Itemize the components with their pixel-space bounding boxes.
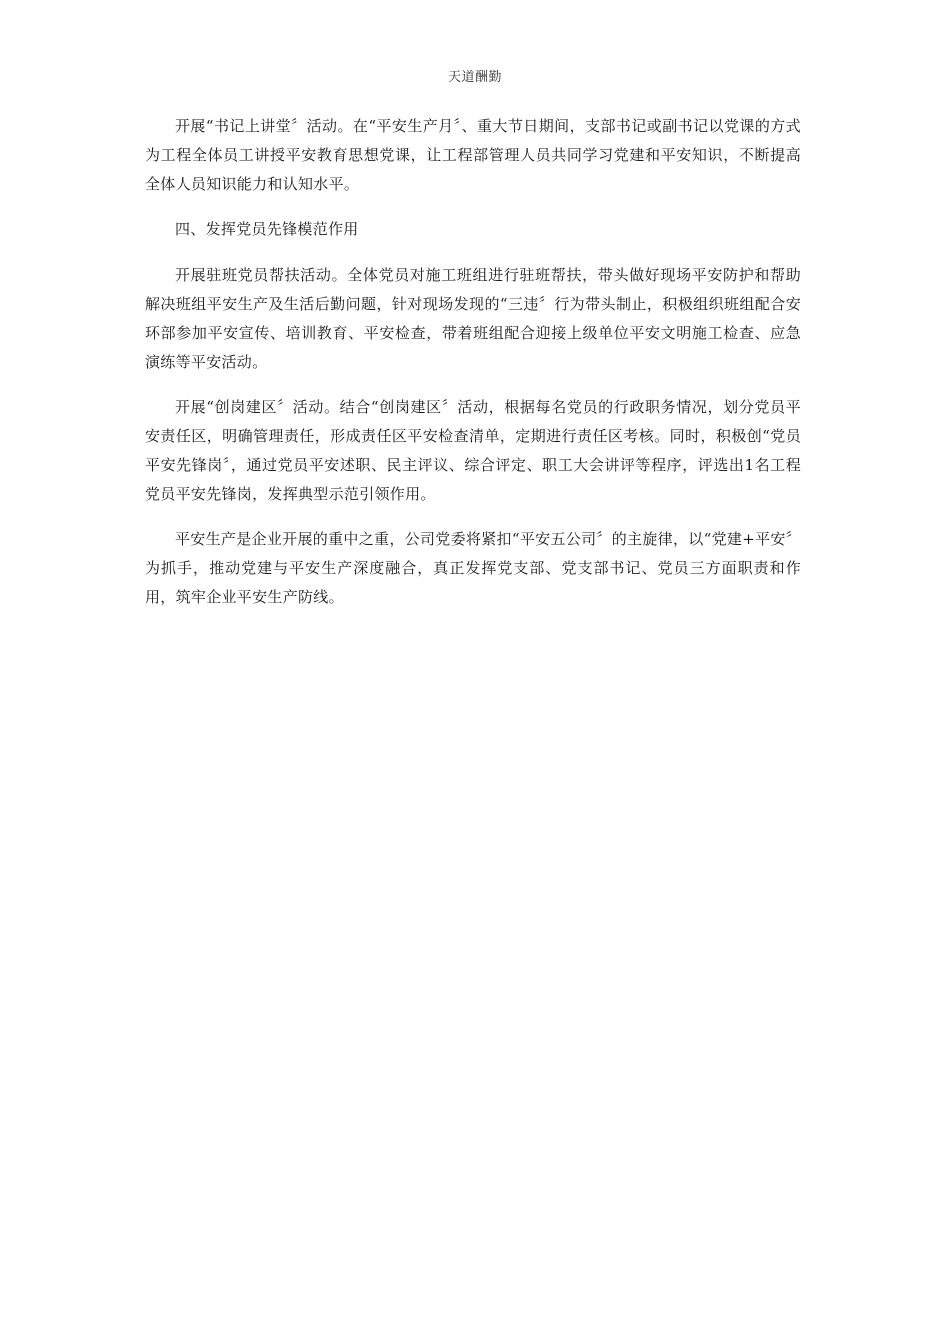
paragraph-secretary-lecture: 开展“书记上讲堂〞活动。在“平安生产月〞、重大节日期间，支部书记或副书记以党课的方式为工程全体员工讲授平安教育思想党课，让工程部管理人员共同学习党建和平安知识，不断提高全体人员知识能力和认知水平。	[145, 117, 801, 193]
paragraph-team-assistance: 开展驻班党员帮扶活动。全体党员对施工班组进行驻班帮扶，带头做好现场平安防护和帮助解决班组平安生产及生活后勤问题，针对现场发现的“三违〞行为带头制止，积极组织班组配合安环部参加平安宣传、培训教育、平安检查，带着班组配合迎接上级单位平安文明施工检查、应急演练等平安活动。	[145, 266, 801, 371]
page-header: 天道酬勤	[447, 70, 502, 85]
paragraph-post-zone: 开展“创岗建区〞活动。结合“创岗建区〞活动，根据每名党员的行政职务情况，划分党员平安责任区，明确管理责任，形成责任区平安检查清单，定期进行责任区考核。同时，积极创“党员平安先锋岗〞，通过党员平安述职、民主评议、综合评定、职工大会讲评等程序，评选出1名工程党员平安先锋岗，发挥典型示范引领作用。	[145, 398, 801, 503]
section-heading-4: 四、发挥党员先锋模范作用	[175, 220, 359, 238]
document-body	[145, 112, 801, 628]
paragraph-conclusion: 平安生产是企业开展的重中之重，公司党委将紧扣“平安五公司〞的主旋律，以“党建+平安〞为抓手，推动党建与平安生产深度融合，真正发挥党支部、党支部书记、党员三方面职责和作用，筑牢企业平安生产防线。	[145, 530, 801, 606]
